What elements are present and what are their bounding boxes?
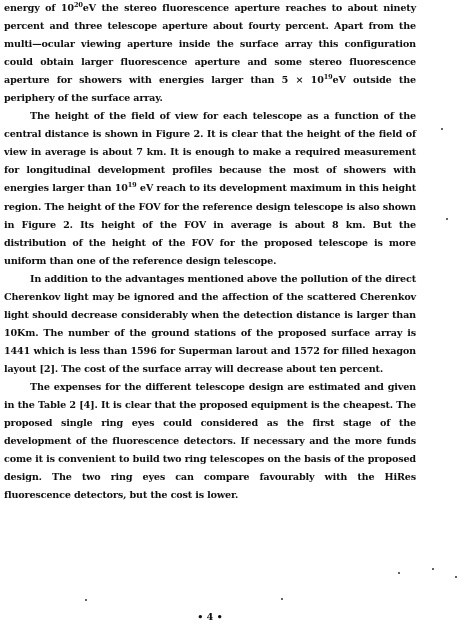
text-run: The expenses for the different telescope design are estimated and given in the Table 2 [4]. It is clear that the proposed equipment is the cheapest. The proposed single ring eyes could considered as the first stage of the development of the fluorescence detectors. If necessary and the more funds come it is convenient to build two ring telescopes on the basis of the proposed design. The two ring eyes can compare favourably with the HiRes fluorescence detectors, but the cost is lower. bbox=[4, 381, 416, 502]
text-run: The height of the field of view for each telescope as a function of the central distance is shown in Figure 2. It is clear that the height of the field of view in average is about 7 km. It is enough to make a required measurement for longitudinal development profiles because the most of showers with energies larger than 10 bbox=[4, 111, 416, 195]
paragraph bbox=[4, 0, 416, 108]
page-number: • 4 • bbox=[197, 612, 223, 623]
scan-speck bbox=[85, 599, 87, 601]
scan-speck bbox=[281, 598, 283, 600]
scan-speck bbox=[432, 568, 434, 570]
text-run: eV reach to its development maximum in this height region. The height of the FOV for the reference design telescope is also shown in Figure 2. Its height of the FOV in average is about 8 km. But the distribution of the height of the FOV for the proposed telescope is more uniform than one of the reference design telescope. bbox=[4, 183, 416, 267]
scan-speck bbox=[455, 576, 457, 578]
superscript: 19 bbox=[127, 181, 137, 190]
superscript: 20 bbox=[73, 1, 83, 9]
text-run: In addition to the advantages mentioned above the pollution of the direct Cherenkov light may be ignored and the affection of the scattered Cherenkov light should decrease considerably when the detection distance is larger than 10Km. The number of the ground stations of the proposed surface array is 1441 which is less than 1596 for Superman larout and 1572 for filled hexagon layout [2]. The cost of the surface array will decrease about ten percent. bbox=[4, 273, 416, 375]
paragraph bbox=[4, 108, 416, 270]
body-text bbox=[4, 0, 416, 505]
superscript: 19 bbox=[323, 73, 333, 82]
paragraph bbox=[4, 271, 416, 379]
paragraph bbox=[4, 379, 416, 505]
text-run: energy of 10 bbox=[4, 3, 74, 14]
scan-speck bbox=[398, 572, 400, 574]
scan-speck bbox=[446, 218, 448, 220]
scan-speck bbox=[441, 128, 443, 130]
text-run: eV outside the periphery of the surface array. bbox=[4, 75, 416, 105]
text-run: eV the stereo fluorescence aperture reaches to about ninety percent and three telescope aperture about fourty percent. Apart from the multi—ocular viewing aperture inside the surface array this configuration could obtain larger fluorescence aperture and some stereo fluorescence aperture for showers with energies larger than 5 × 10 bbox=[4, 3, 416, 87]
